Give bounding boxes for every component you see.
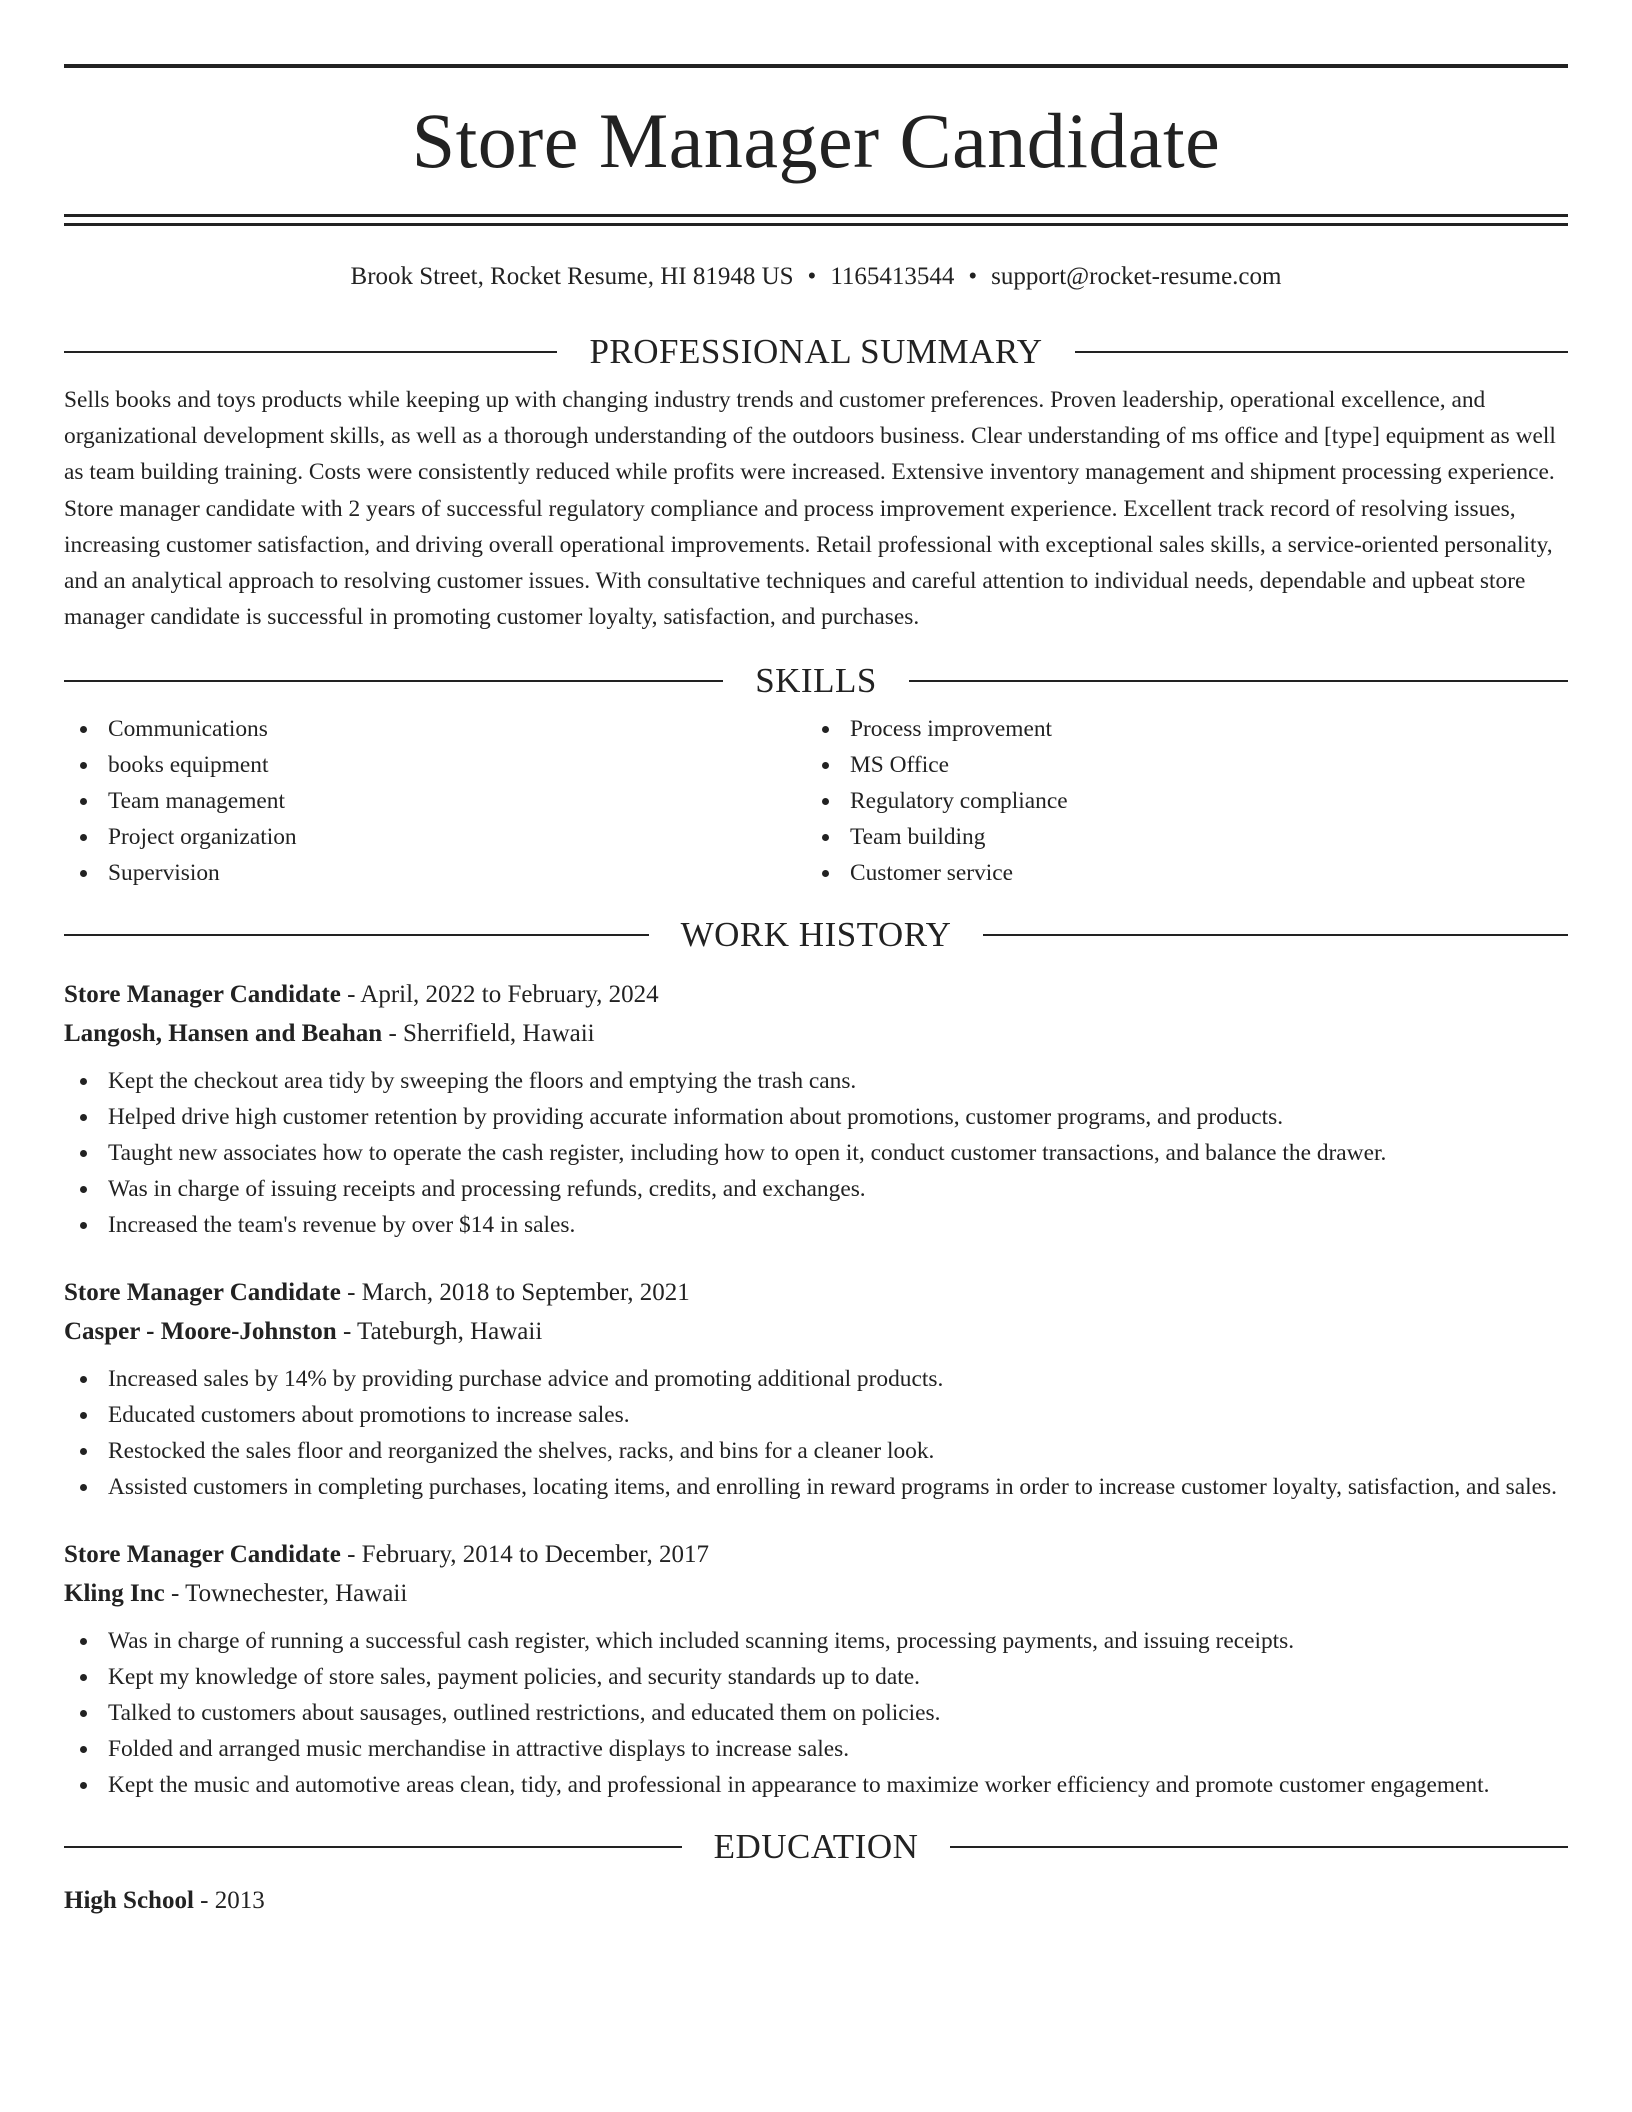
job-bullets (64, 1361, 1568, 1505)
skills-column-left (64, 711, 806, 891)
job-bullet: Educated customers about promotions to increase sales. (64, 1397, 1568, 1433)
summary-title: PROFESSIONAL SUMMARY (589, 332, 1043, 371)
skill-item: Project organization (64, 819, 806, 855)
contact-phone: 1165413544 (830, 263, 955, 290)
skills-heading (64, 661, 1568, 701)
skill-item: Regulatory compliance (806, 783, 1548, 819)
job-bullet: Increased the team's revenue by over $14 in sales. (64, 1207, 1568, 1243)
job-bullet: Talked to customers about sausages, outlined restrictions, and educated them on policies. (64, 1695, 1568, 1731)
job-bullet: Taught new associates how to operate the cash register, including how to open it, conduct customer transactions, and balance the drawer. (64, 1135, 1568, 1171)
skill-item: books equipment (64, 747, 806, 783)
job-bullet: Kept my knowledge of store sales, payment policies, and security standards up to date. (64, 1659, 1568, 1695)
skill-item: Customer service (806, 855, 1548, 891)
work-history-heading (64, 915, 1568, 955)
professional-summary: Sells books and toys products while keeping up with changing industry trends and customer preferences. Proven leadership, operational excellence, and organizational development skills, as well as a thorough understanding of the outdoors business. Clear understanding of ms office and [type] equipment as well as team building training. Costs were consistently reduced while profits were increased. Extensive inventory management and shipment processing experience. Store manager candidate with 2 years of successful regulatory compliance and process improvement experience. Excellent track record of resolving issues, increasing customer satisfaction, and driving overall operational improvements. Retail professional with exceptional sales skills, a service-oriented personality, and an analytical approach to resolving customer issues. With consultative techniques and careful attention to individual needs, dependable and upbeat store manager candidate is successful in promoting customer loyalty, satisfaction, and purchases. (64, 387, 1556, 631)
skill-item: Team building (806, 819, 1548, 855)
skills-column-right (806, 711, 1548, 891)
job-bullets (64, 1623, 1568, 1803)
education-heading (64, 1827, 1568, 1867)
heading-rule-left (64, 680, 723, 682)
contact-address: Brook Street, Rocket Resume, HI 81948 US (350, 263, 794, 290)
skill-item: Team management (64, 783, 806, 819)
job-bullet: Restocked the sales floor and reorganized the shelves, racks, and bins for a cleaner look. (64, 1433, 1568, 1469)
job-bullets (64, 1063, 1568, 1243)
heading-rule-right (909, 680, 1568, 682)
job-company-line (64, 1014, 1568, 1053)
skills-title: SKILLS (755, 661, 877, 701)
job-company: Kling Inc (64, 1580, 165, 1608)
job-bullet: Helped drive high customer retention by providing accurate information about promotions, customer programs, and products. (64, 1099, 1568, 1135)
job-location: - Tateburgh, Hawaii (336, 1318, 543, 1346)
heading-rule-left (64, 351, 557, 353)
heading-rule-right (950, 1846, 1568, 1848)
skill-item: MS Office (806, 747, 1548, 783)
job-location: - Townechester, Hawaii (164, 1580, 408, 1608)
job-company: Langosh, Hansen and Beahan (64, 1020, 383, 1048)
education-title: EDUCATION (713, 1827, 919, 1867)
top-rule (64, 64, 1568, 68)
skills-list (64, 711, 1568, 891)
job-title-line (64, 1535, 1568, 1574)
job-bullet: Kept the music and automotive areas clean, tidy, and professional in appearance to maximize worker efficiency and promote customer engagement. (64, 1767, 1568, 1803)
job-title-line (64, 1273, 1568, 1312)
job-bullet: Kept the checkout area tidy by sweeping the floors and emptying the trash cans. (64, 1063, 1568, 1099)
job-title: Store Manager Candidate (64, 981, 341, 1009)
name-double-rule (64, 214, 1568, 226)
education-year: - 2013 (193, 1887, 265, 1915)
job-bullet: Was in charge of running a successful cash register, which included scanning items, processing payments, and issuing receipts. (64, 1623, 1568, 1659)
job-bullet: Increased sales by 14% by providing purchase advice and promoting additional products. (64, 1361, 1568, 1397)
job-company: Casper - Moore-Johnston (64, 1318, 337, 1346)
resume-page (64, 64, 1568, 1920)
job-dates: - April, 2022 to February, 2024 (340, 981, 659, 1009)
job-company-line (64, 1312, 1568, 1351)
job-entry (64, 1273, 1568, 1505)
heading-rule-right (983, 934, 1568, 936)
candidate-name: Store Manager Candidate (411, 97, 1221, 184)
contact-separator: • (968, 263, 978, 290)
skill-item: Communications (64, 711, 806, 747)
summary-heading (64, 332, 1568, 372)
heading-rule-left (64, 934, 649, 936)
skill-item: Process improvement (806, 711, 1548, 747)
heading-rule-left (64, 1846, 682, 1848)
heading-rule-right (1075, 351, 1568, 353)
job-entry (64, 1535, 1568, 1803)
contact-line (64, 260, 1568, 294)
job-location: - Sherrifield, Hawaii (382, 1020, 595, 1048)
job-title: Store Manager Candidate (64, 1541, 341, 1569)
job-dates: - March, 2018 to September, 2021 (340, 1279, 690, 1307)
job-dates: - February, 2014 to December, 2017 (340, 1541, 709, 1569)
job-entry (64, 975, 1568, 1243)
job-title-line (64, 975, 1568, 1014)
contact-separator: • (807, 263, 817, 290)
job-bullet: Assisted customers in completing purchases, locating items, and enrolling in reward programs in order to increase customer loyalty, satisfaction, and sales. (64, 1469, 1568, 1505)
education-school: High School (64, 1887, 194, 1915)
job-bullet: Folded and arranged music merchandise in attractive displays to increase sales. (64, 1731, 1568, 1767)
contact-email: support@rocket-resume.com (991, 263, 1282, 290)
job-company-line (64, 1574, 1568, 1613)
job-bullet: Was in charge of issuing receipts and processing refunds, credits, and exchanges. (64, 1171, 1568, 1207)
education-entry (64, 1881, 1568, 1920)
job-title: Store Manager Candidate (64, 1279, 341, 1307)
skill-item: Supervision (64, 855, 806, 891)
work-history-title: WORK HISTORY (680, 915, 952, 955)
